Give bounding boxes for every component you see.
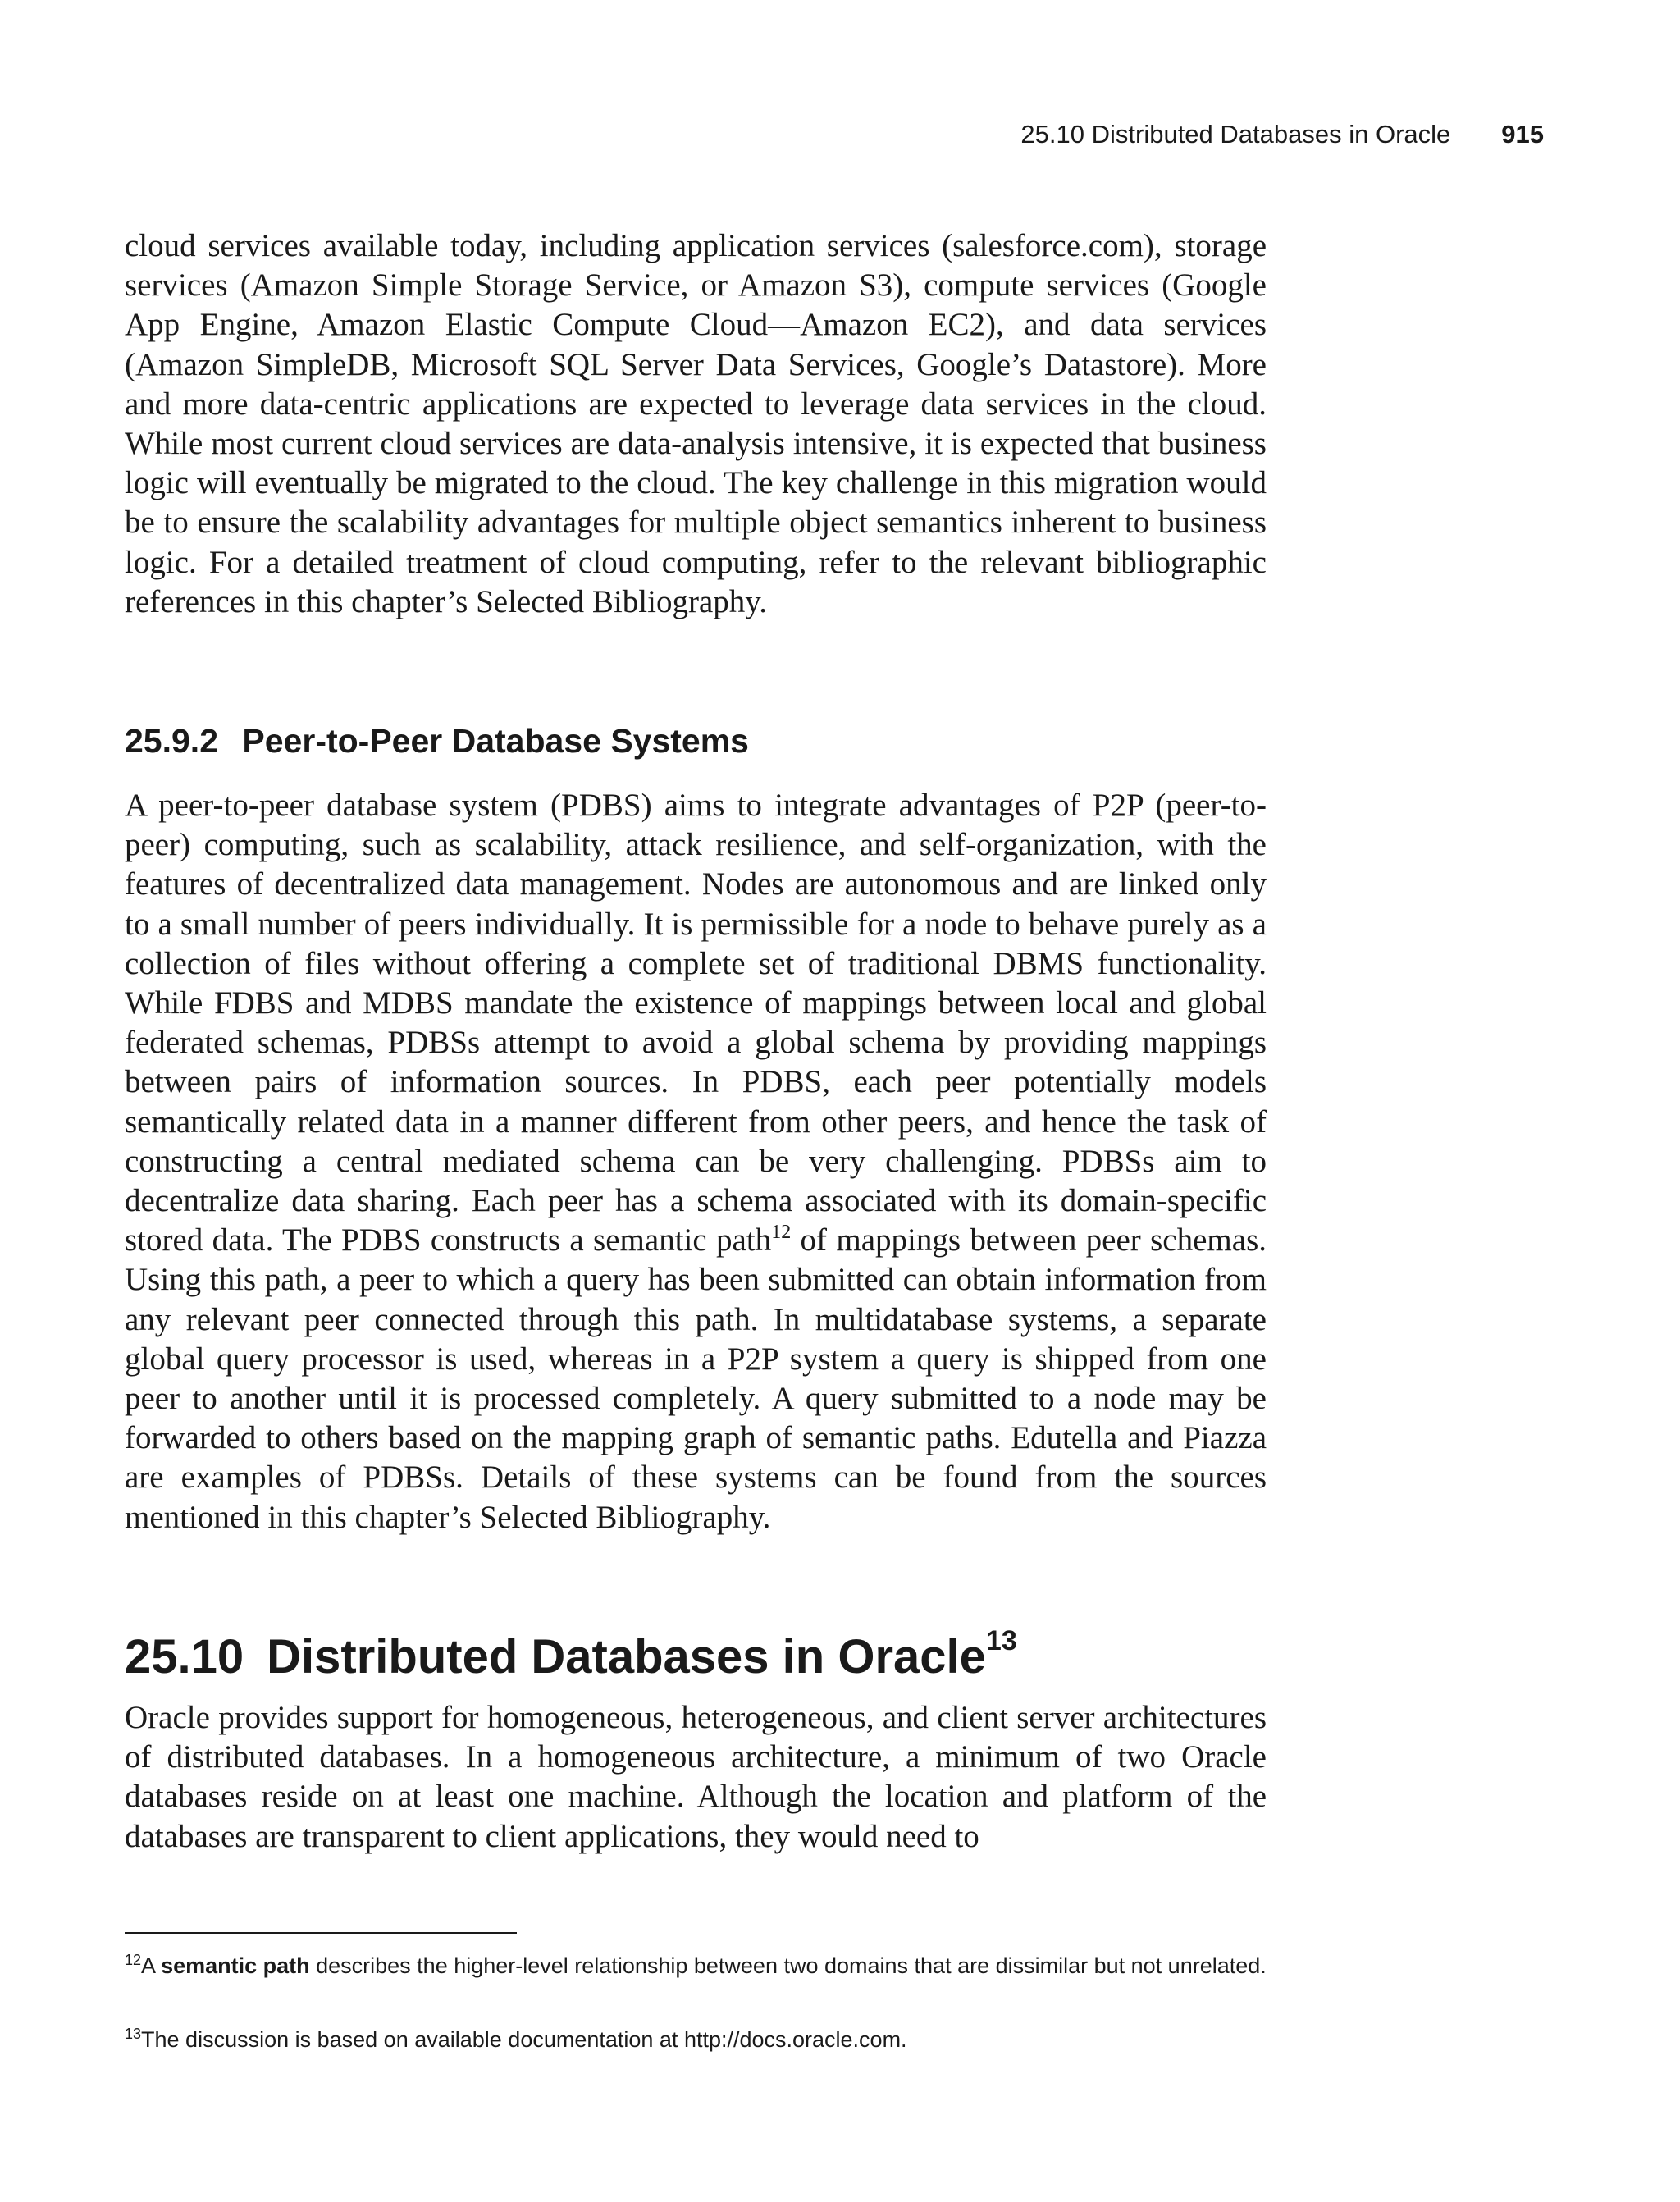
intro-paragraph: cloud services available today, including application services (salesforce.com), storage services (Amazon Simple Storage Service, or Amazon S3), compute services (Google App Engine, Amazon Elastic Compute Cloud—Amazon EC2), and data services (Amazon SimpleDB, Microsoft SQL Server Data Services, Google’s Datastore). More and more data-centric applications are expected to leverage data services in the cloud. While most current cloud services are data-analysis intensive, it is expected that business logic will eventually be migrated to the cloud. The key challenge in this migration would be to ensure the scalability advantages for multiple object semantics inherent to business logic. For a detailed treatment of cloud computing, refer to the relevant bibliographic references in this chapter’s Selected Bibliography. [125, 228, 1267, 619]
footnote-rule [125, 1932, 517, 1934]
page-number: 915 [1501, 120, 1544, 148]
footnote-12 [125, 1949, 1267, 1982]
section-number: 25.10 [125, 1630, 244, 1683]
intro-paragraph-block [125, 226, 1267, 622]
running-head-title: 25.10 Distributed Databases in Oracle [1020, 120, 1451, 148]
section-title: Distributed Databases in Oracle [267, 1630, 986, 1683]
section-title: Peer-to-Peer Database Systems [242, 722, 749, 760]
section-number: 25.9.2 [125, 722, 218, 760]
footnote-marker: 13 [125, 2026, 142, 2042]
footnote-ref-13[interactable]: 13 [985, 1625, 1017, 1656]
section-heading-25-10 [125, 1625, 1017, 1684]
footnote-text: describes the higher-level relationship between two domains that are dissimilar but not unrelated. [309, 1953, 1267, 1978]
p2p-paragraph-part1: A peer-to-peer database system (PDBS) aims to integrate advantages of P2P (peer-to-peer) computing, such as scalability, attack resilience, and self-organization, with the features of decentralized data management. Nodes are autonomous and are linked only to a small number of peers individually. It is permissible for a node to behave purely as a collection of files without offering a complete set of traditional DBMS functionality. While FDBS and MDBS mandate the existence of mappings between local and global federated schemas, PDBSs attempt to avoid a global schema by providing mappings between pairs of information sources. In PDBS, each peer potentially models semantically related data in a manner different from other peers, and hence the task of constructing a central mediated schema can be very challenging. PDBSs aim to decentralize data sharing. Each peer has a schema associated with its domain-specific stored data. The PDBS constructs a semantic path [125, 788, 1267, 1259]
footnote-text: The discussion is based on available documentation at http://docs.oracle.com. [141, 2027, 907, 2052]
oracle-paragraph-block [125, 1698, 1267, 1857]
footnote-ref-12[interactable]: 12 [771, 1222, 792, 1244]
oracle-paragraph: Oracle provides support for homogeneous, heterogeneous, and client server architectures of distributed databases. In a homogeneous architecture, a minimum of two Oracle databases reside on at least one machine. Although the location and platform of the databases are transparent to client applications, they would need to [125, 1700, 1267, 1854]
footnote-marker: 12 [125, 1952, 142, 1968]
p2p-paragraph [125, 786, 1267, 1537]
footnote-term: semantic path [161, 1953, 310, 1978]
p2p-paragraph-block [125, 786, 1267, 1537]
running-head [1020, 120, 1544, 149]
footnote-13 [125, 2023, 1267, 2056]
footnote-prefix: A [141, 1953, 162, 1978]
p2p-paragraph-part2: of mappings between peer schemas. Using this path, a peer to which a query has been submitted can obtain information from any relevant peer connected through this path. In multidatabase systems, a separate global query processor is used, whereas in a P2P system a query is shipped from one peer to another until it is processed completely. A query submitted to a node may be forwarded to others based on the mapping graph of semantic paths. Edutella and Piazza are examples of PDBSs. Details of these systems can be found from the sources mentioned in this chapter’s Selected Bibliography. [125, 1222, 1267, 1535]
section-heading-25-9-2 [125, 722, 749, 761]
